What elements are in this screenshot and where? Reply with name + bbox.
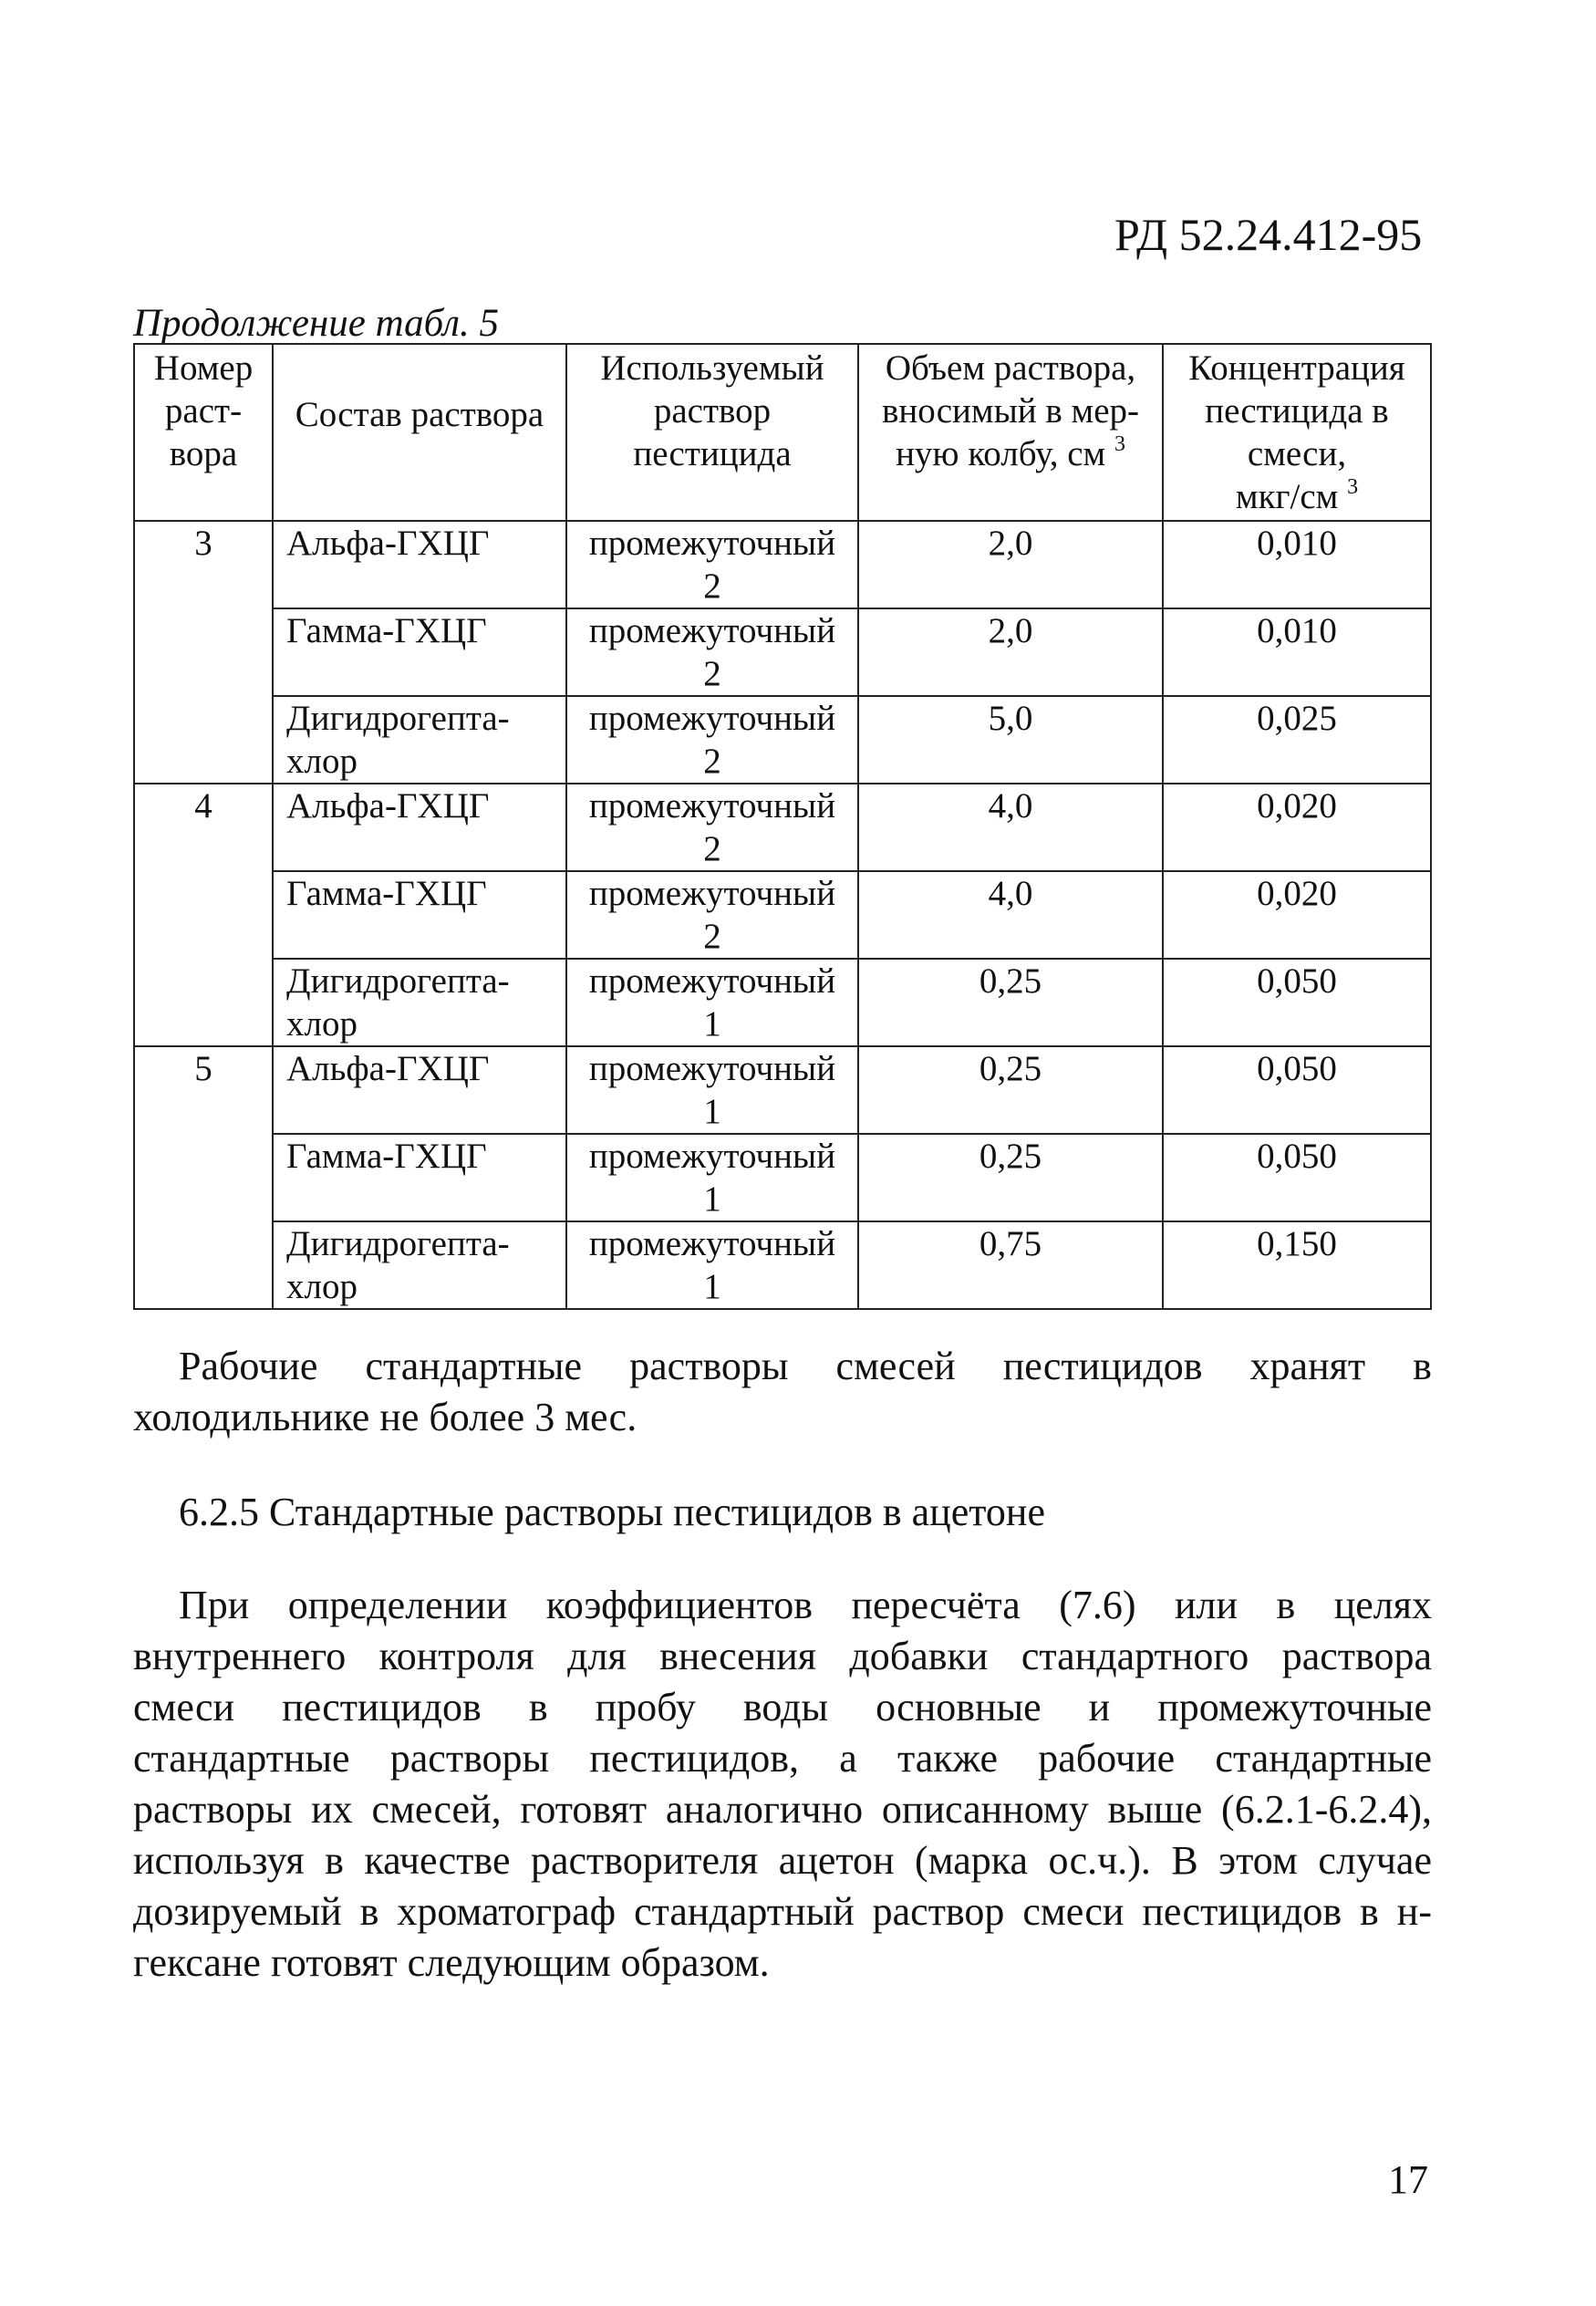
cell-solution-line: 2	[703, 654, 721, 693]
header-volume-sup: 3	[1114, 432, 1125, 456]
table-row	[134, 959, 1431, 1046]
cell-solution-line: промежуточный	[588, 1137, 836, 1176]
cell-solution-number: 5	[134, 1046, 273, 1309]
header-volume-line	[865, 432, 1156, 475]
cell-concentration: 0,050	[1163, 959, 1431, 1046]
header-number-line: вора	[169, 434, 238, 473]
cell-composition-line: Альфа-ГХЦГ	[286, 524, 490, 563]
cell-concentration: 0,020	[1163, 784, 1431, 871]
cell-pesticide-solution	[566, 521, 858, 608]
header-volume-unit: ную колбу, см	[896, 434, 1106, 473]
cell-pesticide-solution	[566, 696, 858, 784]
paragraph-acetone-line: стандартные растворы пестицидов, а также рабочие стандартные	[133, 1736, 1432, 1781]
cell-composition	[273, 1134, 566, 1221]
cell-pesticide-solution	[566, 784, 858, 871]
cell-volume: 4,0	[858, 871, 1163, 959]
cell-volume: 2,0	[858, 521, 1163, 608]
paragraph-storage-word: растворы	[629, 1344, 789, 1388]
header-solution-line: Используемый	[600, 348, 824, 388]
paragraph-storage-word: в	[1413, 1344, 1432, 1388]
header-solution-line: раствор	[653, 391, 772, 431]
table-row	[134, 1134, 1431, 1221]
cell-composition-line: хлор	[286, 1267, 358, 1306]
cell-composition	[273, 521, 566, 608]
cell-composition-line: Альфа-ГХЦГ	[286, 786, 490, 826]
cell-solution-line: 1	[703, 1179, 721, 1219]
cell-pesticide-solution	[566, 1134, 858, 1221]
header-concentration	[1163, 344, 1431, 521]
header-volume	[858, 344, 1163, 521]
cell-solution-line: промежуточный	[588, 874, 836, 913]
cell-composition	[273, 784, 566, 871]
table-row	[134, 608, 1431, 696]
paragraph-storage-word: пестицидов	[1002, 1344, 1203, 1388]
cell-concentration: 0,050	[1163, 1046, 1431, 1134]
cell-volume: 4,0	[858, 784, 1163, 871]
cell-volume: 5,0	[858, 696, 1163, 784]
table-caption: Продолжение табл. 5	[133, 302, 499, 345]
cell-solution-line: промежуточный	[588, 699, 836, 738]
cell-solution-line: промежуточный	[588, 524, 836, 563]
header-number-line: Номер	[153, 348, 254, 388]
cell-solution-line: промежуточный	[588, 1049, 836, 1088]
cell-composition-line: Гамма-ГХЦГ	[286, 611, 487, 650]
table-row	[134, 521, 1431, 608]
cell-pesticide-solution	[566, 959, 858, 1046]
cell-solution-number: 4	[134, 784, 273, 1046]
header-concentration-line: пестицида в	[1205, 391, 1389, 431]
paragraph-storage-word: смесей	[835, 1344, 956, 1388]
paragraph-acetone-line: гексане готовят следующим образом.	[133, 1940, 770, 1985]
cell-solution-line: промежуточный	[588, 611, 836, 650]
cell-solution-line: промежуточный	[588, 1224, 836, 1263]
paragraph-acetone-line: внутреннего контроля для внесения добавки стандартного раствора	[133, 1634, 1432, 1678]
cell-composition	[273, 871, 566, 959]
cell-solution-line: 2	[703, 566, 721, 606]
cell-pesticide-solution	[566, 608, 858, 696]
paragraph-storage	[133, 1341, 1432, 1443]
cell-composition-line: Дигидрогепта-	[286, 961, 510, 1001]
header-composition-label: Состав раствора	[295, 394, 544, 434]
header-number-line: раст-	[164, 391, 243, 431]
cell-solution-line: промежуточный	[588, 786, 836, 826]
paragraph-storage-word: хранят	[1249, 1344, 1366, 1388]
section-heading: 6.2.5 Стандартные растворы пестицидов в ацетоне	[179, 1490, 1045, 1534]
cell-pesticide-solution	[566, 1046, 858, 1134]
cell-composition-line: Гамма-ГХЦГ	[286, 874, 487, 913]
table-row	[134, 871, 1431, 959]
cell-concentration: 0,050	[1163, 1134, 1431, 1221]
cell-composition-line: Альфа-ГХЦГ	[286, 1049, 490, 1088]
cell-volume: 0,75	[858, 1221, 1163, 1309]
cell-solution-line: промежуточный	[588, 961, 836, 1001]
paragraph-storage-line2: холодильнике не более 3 мес.	[133, 1395, 637, 1439]
cell-solution-line: 1	[703, 1267, 721, 1306]
cell-composition	[273, 1221, 566, 1309]
paragraph-acetone	[133, 1580, 1432, 1989]
header-number	[134, 344, 273, 521]
paragraph-storage-line1	[133, 1341, 1432, 1392]
cell-solution-line: 1	[703, 1092, 721, 1131]
header-composition	[273, 344, 566, 521]
cell-composition	[273, 608, 566, 696]
header-solution-line: пестицида	[633, 434, 792, 473]
cell-composition-line: Дигидрогепта-	[286, 699, 510, 738]
header-pesticide-solution	[566, 344, 858, 521]
cell-pesticide-solution	[566, 1221, 858, 1309]
cell-solution-line: 2	[703, 917, 721, 956]
table-header-row	[134, 344, 1431, 521]
cell-solution-number: 3	[134, 521, 273, 784]
header-concentration-line: смеси,	[1247, 434, 1347, 473]
cell-concentration: 0,025	[1163, 696, 1431, 784]
header-volume-line: вносимый в мер-	[881, 391, 1140, 431]
solutions-table	[133, 343, 1432, 1310]
cell-composition	[273, 696, 566, 784]
cell-pesticide-solution	[566, 871, 858, 959]
table-row	[134, 1221, 1431, 1309]
cell-concentration: 0,150	[1163, 1221, 1431, 1309]
table-row	[134, 696, 1431, 784]
cell-composition-line: Гамма-ГХЦГ	[286, 1137, 487, 1176]
cell-composition-line: хлор	[286, 1004, 358, 1044]
paragraph-acetone-line: дозируемый в хроматограф стандартный раствор смеси пестицидов в н-	[133, 1889, 1432, 1934]
cell-composition-line: Дигидрогепта-	[286, 1224, 510, 1263]
cell-volume: 2,0	[858, 608, 1163, 696]
page-number: 17	[1388, 2157, 1428, 2202]
paragraph-acetone-line: При определении коэффициентов пересчёта (7.6) или в целях	[179, 1583, 1432, 1627]
cell-volume: 0,25	[858, 959, 1163, 1046]
paragraph-storage-word: стандартные	[365, 1344, 583, 1388]
header-concentration-unit: мкг/см	[1235, 477, 1339, 516]
cell-solution-line: 1	[703, 1004, 721, 1044]
cell-concentration: 0,010	[1163, 521, 1431, 608]
header-concentration-line	[1169, 475, 1425, 518]
header-concentration-sup: 3	[1347, 475, 1359, 499]
paragraph-acetone-line: растворы их смесей, готовят аналогично описанному выше (6.2.1-6.2.4),	[133, 1787, 1432, 1832]
cell-solution-line: 2	[703, 742, 721, 781]
cell-concentration: 0,010	[1163, 608, 1431, 696]
cell-composition-line: хлор	[286, 742, 358, 781]
cell-concentration: 0,020	[1163, 871, 1431, 959]
table-body	[134, 521, 1431, 1309]
header-volume-line: Объем раствора,	[885, 348, 1136, 388]
document-code: РД 52.24.412-95	[1114, 209, 1423, 260]
table-row	[134, 1046, 1431, 1134]
cell-volume: 0,25	[858, 1134, 1163, 1221]
header-concentration-line: Концентрация	[1188, 348, 1405, 388]
cell-composition	[273, 1046, 566, 1134]
paragraph-acetone-line: смеси пестицидов в пробу воды основные и промежуточные	[133, 1685, 1432, 1730]
cell-volume: 0,25	[858, 1046, 1163, 1134]
cell-solution-line: 2	[703, 829, 721, 868]
paragraph-storage-word: Рабочие	[179, 1344, 318, 1388]
table-row	[134, 784, 1431, 871]
paragraph-acetone-line: используя в качестве растворителя ацетон (марка ос.ч.). В этом случае	[133, 1838, 1432, 1883]
cell-composition	[273, 959, 566, 1046]
